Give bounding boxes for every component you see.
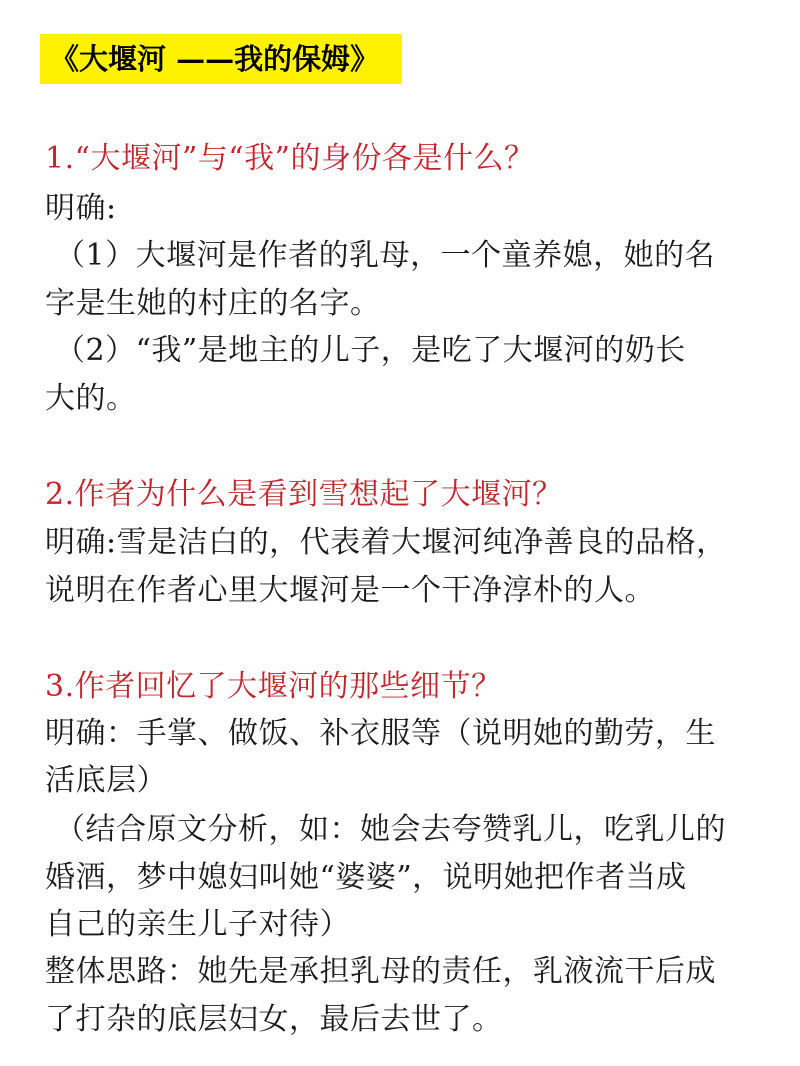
answer-1-line-4: 大的。 [45,381,137,416]
answer-3-line-7: 了打杂的底层妇女，最后去世了。 [45,1002,503,1037]
page-title: 《大堰河 ——我的保姆》 [50,42,380,76]
answer-1-label: 明确: [45,191,117,226]
answer-3-line-4: 婚酒，梦中媳妇叫她“婆婆”，说明她把作者当成 [45,860,687,895]
question-3: 3.作者回忆了大堰河的那些细节？ [45,669,502,704]
answer-1-line-3: （2）“我”是地主的儿子，是吃了大堰河的奶长 [55,333,686,368]
answer-3-line-6: 整体思路：她先是承担乳母的责任，乳液流干后成 [45,954,716,989]
answer-3-line-1: 明确：手掌、做饭、补衣服等（说明她的勤劳，生 [45,716,716,751]
answer-2-line-2: 说明在作者心里大堰河是一个干净淳朴的人。 [45,573,655,608]
answer-3-line-2: 活底层） [45,763,167,798]
question-2: 2.作者为什么是看到雪想起了大堰河？ [45,477,563,512]
answer-2-line-1: 明确:雪是洁白的，代表着大堰河纯净善良的品格， [45,525,727,560]
answer-1-line-1: （1）大堰河是作者的乳母，一个童养媳，她的名 [55,238,716,273]
answer-3-line-5: 自己的亲生儿子对待） [45,907,350,942]
answer-1-line-2: 字是生她的村庄的名字。 [45,286,381,321]
answer-3-line-3: （结合原文分析，如：她会去夸赞乳儿，吃乳儿的 [55,812,726,847]
question-1: 1.“大堰河”与“我”的身份各是什么？ [45,141,535,176]
